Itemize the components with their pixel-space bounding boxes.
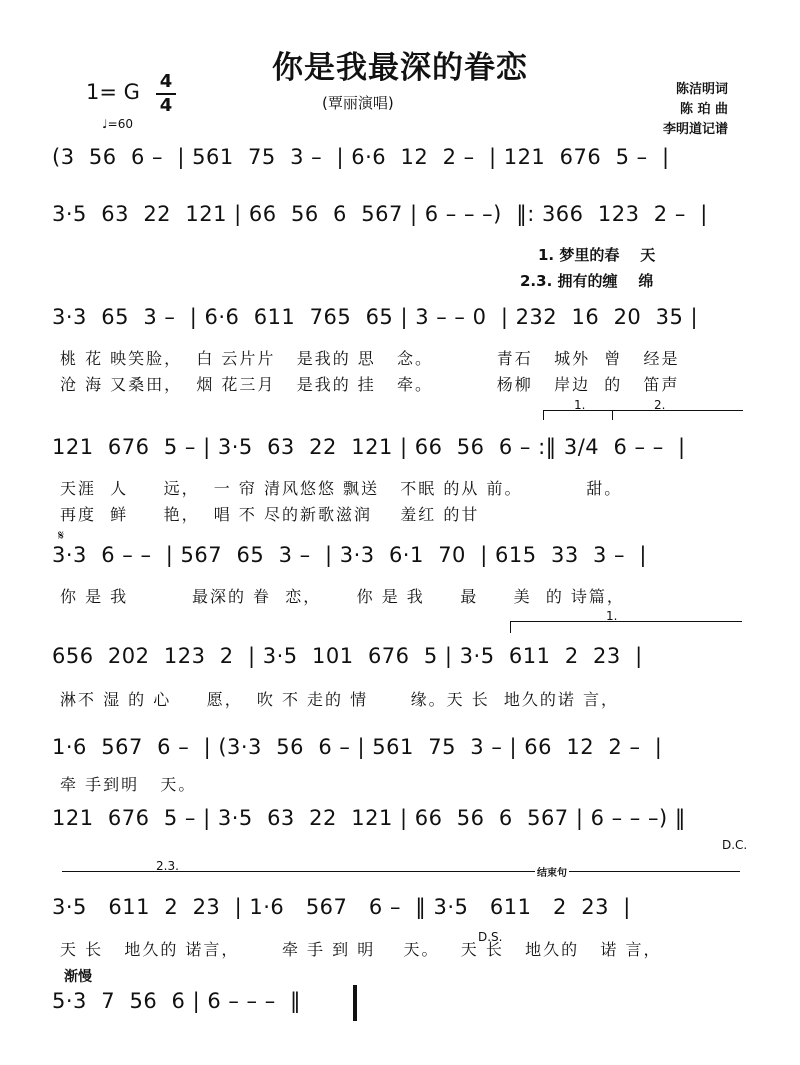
ending-label: 结束句 xyxy=(535,864,569,879)
verse-label-1: 1. 梦里的春 天 xyxy=(538,246,656,264)
notation-line-5: 3·3 6 – – | 567 65 3 – | 3·3 6·1 70 | 615 33 3 – | xyxy=(52,543,647,567)
notation-line-3: 3·3 65 3 – | 6·6 611 765 65 | 3 – – 0 | 232 16 20 35 | xyxy=(52,305,699,329)
volta-bracket-23 xyxy=(62,871,490,872)
time-signature xyxy=(156,72,176,116)
song-title: 你是我最深的眷恋 xyxy=(272,50,528,86)
volta-bracket xyxy=(543,410,743,411)
notation-line-4: 121 676 5 – | 3·5 63 22 121 | 66 56 6 – :‖ 3/4 6 – – | xyxy=(52,435,686,459)
lyric-line-4b: 再度 鲜 艳， 唱 不 尽的新歌滋润 羞红 的甘 xyxy=(60,505,480,524)
volta-bracket-start xyxy=(543,410,544,420)
lyric-line-4a: 天涯 人 远， 一 帘 清风悠悠 飘送 不眠 的从 前。 甜。 xyxy=(60,479,623,498)
tempo-mark-ritardando: 渐慢 xyxy=(64,969,92,985)
lyric-line-7: 牵 手到明 天。 xyxy=(60,775,197,794)
credit-music: 陈 珀 曲 xyxy=(679,102,728,117)
credits xyxy=(608,80,728,140)
notation-line-10: 5·3 7 56 6 | 6 – – – ‖ xyxy=(52,989,302,1013)
volta-2-label: 2. xyxy=(654,398,666,412)
notation-line-6: 656 202 123 2 | 3·5 101 676 5 | 3·5 611 2 23 | xyxy=(52,644,643,668)
notation-line-1: (3 56 6 – | 561 75 3 – | 6·6 12 2 – | 121 676 5 – | xyxy=(52,145,670,169)
credit-notation: 李明道记谱 xyxy=(662,122,728,137)
final-barline xyxy=(353,985,357,1021)
notation-line-7: 1·6 567 6 – | (3·3 56 6 – | 561 75 3 – | 66 12 2 – | xyxy=(52,735,663,759)
dc-mark: D.C. xyxy=(722,838,748,852)
volta-bracket-1-start xyxy=(510,621,511,633)
credit-lyrics: 陈洁明词 xyxy=(675,82,728,97)
time-signature-top: 4 xyxy=(159,71,173,92)
segno-sign: 𝄋 xyxy=(58,528,65,544)
lyric-line-3a: 桃 花 映笑脸， 白 云片片 是我的 思 念。 青石 城外 曾 经是 xyxy=(60,349,680,368)
ending-bracket xyxy=(490,871,740,872)
volta-23-label: 2.3. xyxy=(156,859,179,873)
ds-mark: D.S. xyxy=(478,930,503,944)
lyric-line-3b: 沧 海 又桑田， 烟 花三月 是我的 挂 牵。 杨柳 岸边 的 笛声 xyxy=(60,375,680,394)
notation-line-9: 3·5 611 2 23 | 1·6 567 6 – ‖ 3·5 611 2 23 | xyxy=(52,895,631,919)
time-signature-bottom: 4 xyxy=(159,95,173,116)
notation-line-2: 3·5 63 22 121 | 66 56 6 567 | 6 – – –) ‖: 366 123 2 – | xyxy=(52,202,708,226)
notation-line-8: 121 676 5 – | 3·5 63 22 121 | 66 56 6 567 | 6 – – –) ‖ xyxy=(52,806,686,830)
lyric-line-9: 天 长 地久的 诺言， 牵 手 到 明 天。 天 长 地久的 诺 言， xyxy=(60,940,662,959)
volta-bracket-1 xyxy=(510,621,742,622)
lyric-line-6: 淋不 湿 的 心 愿， 吹 不 走的 情 缘。天 长 地久的诺 言， xyxy=(60,690,619,709)
volta-1-label-2: 1. xyxy=(606,609,618,623)
key-signature: 1= G xyxy=(86,80,140,104)
verse-label-2: 2.3. 拥有的缠 绵 xyxy=(520,272,654,290)
singer-note: (覃丽演唱) xyxy=(322,94,394,112)
tempo-marking: ♩=60 xyxy=(102,117,133,131)
volta-1-label: 1. xyxy=(574,398,586,412)
volta-bracket-divider xyxy=(612,410,613,420)
lyric-line-5: 你 是 我 最深的 眷 恋， 你 是 我 最 美 的 诗篇， xyxy=(60,587,625,606)
